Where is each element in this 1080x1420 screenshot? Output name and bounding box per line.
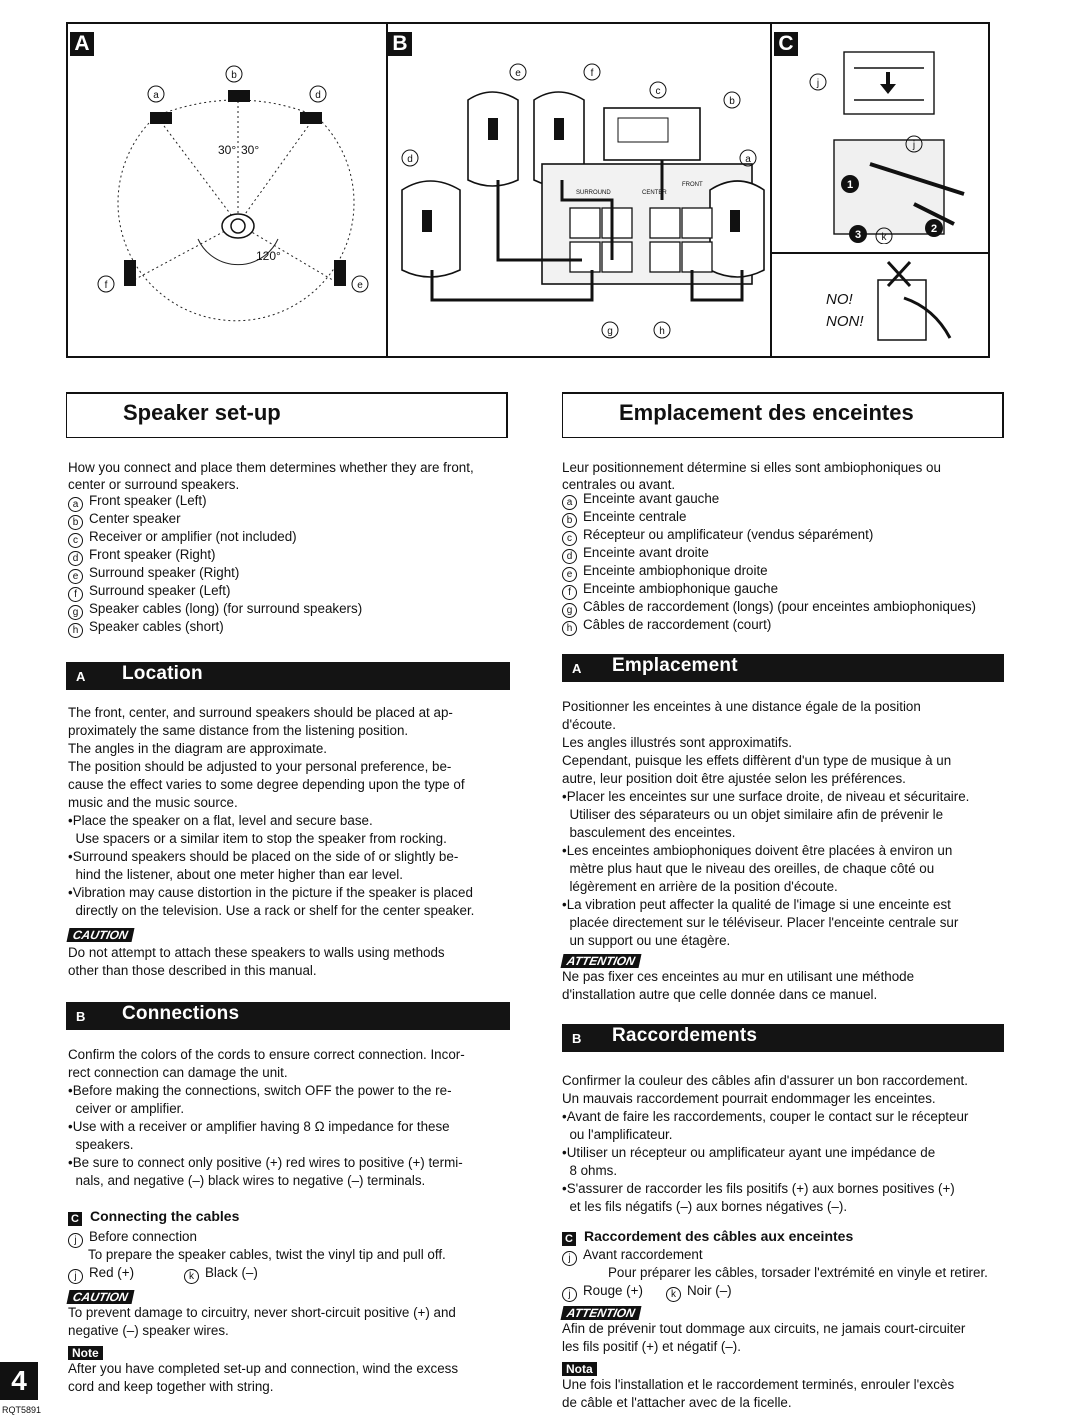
attention-badge: ATTENTION [561,1306,642,1320]
panel-a-tag: A [70,32,94,56]
panel-divider [386,24,388,356]
section-bar-location: A Location [66,662,510,690]
en-intro-1: How you connect and place them determines whether they are front, [68,460,474,475]
panel-b-tag: B [388,32,412,56]
angle-30-left: 30° [218,143,237,157]
label-f: f [590,68,594,79]
non-label: NON! [826,313,864,330]
label-k: k [881,232,887,243]
label-j-2: j [912,140,916,151]
label-d: d [407,154,413,165]
caution-badge: CAUTION [67,1290,135,1304]
fr-intro-1: Leur positionnement détermine si elles sont ambiophoniques ou [562,460,941,475]
label-f: f [104,280,108,291]
cable-prep-diagram [774,44,988,244]
label-b: b [729,96,735,107]
attention-badge: ATTENTION [561,954,642,968]
page-number: 4 [0,1362,38,1400]
label-e: e [357,280,363,291]
location-diagram [88,54,378,354]
center-terminal-label: CENTER [642,190,667,196]
label-a: a [745,154,751,165]
angle-120: 120° [256,249,281,263]
section-bar-raccordements: B Raccordements [562,1024,1004,1052]
speaker-diagram [66,22,990,358]
label-e: e [515,68,521,79]
step-1: 1 [846,179,854,191]
step-2: 2 [930,223,938,235]
angle-30-right: 30° [241,143,260,157]
panel-divider [770,24,772,356]
panel-c-separator [770,252,990,254]
section-bar-emplacement: A Emplacement [562,654,1004,682]
connection-diagram [392,60,768,354]
note-badge: Note [68,1346,103,1360]
title-emplacement: Emplacement des enceintes [562,392,1004,438]
label-a: a [153,90,159,101]
panel-c-tag: C [774,32,798,56]
nota-badge: Nota [562,1362,597,1376]
document-code: RQT5891 [2,1405,42,1415]
front-terminal-label: FRONT [682,182,703,188]
surround-terminal-label: SURROUND [576,190,611,196]
label-h: h [659,326,665,337]
section-bar-connections: B Connections [66,1002,510,1030]
step-3: 3 [854,229,862,241]
label-g: g [607,326,613,337]
en-intro-2: center or surround speakers. [68,477,240,492]
label-b: b [231,70,237,81]
fr-intro-2: centrales ou avant. [562,477,676,492]
incorrect-connection-icon [874,258,954,350]
title-speaker-setup: Speaker set-up [66,392,508,438]
caution-badge: CAUTION [67,928,135,942]
label-c: c [655,86,661,97]
no-label: NO! [826,291,853,308]
label-d: d [315,90,321,101]
label-j: j [816,78,820,89]
